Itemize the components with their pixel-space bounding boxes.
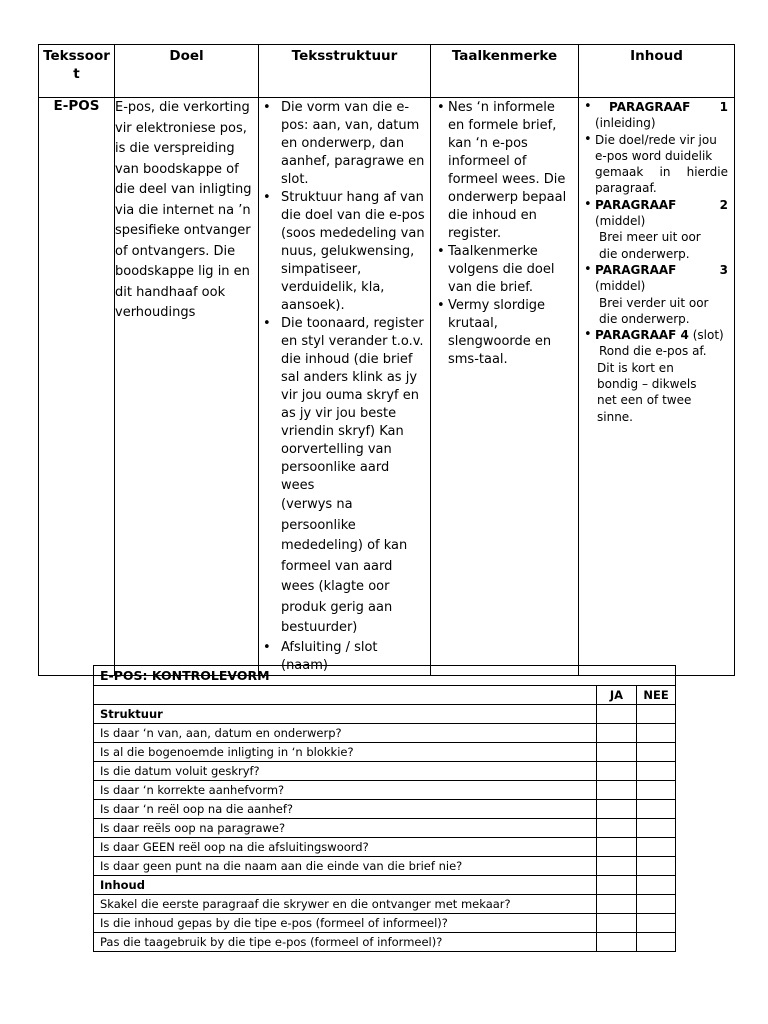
inhoud-cell xyxy=(579,98,735,676)
nee-cell[interactable] xyxy=(637,724,676,743)
kontrolevorm-header-row xyxy=(94,686,676,705)
nee-cell[interactable] xyxy=(637,705,676,724)
paragraaf-1-text: paragraaf. xyxy=(595,181,657,196)
header-taalkenmerke: Taalkenmerke xyxy=(431,45,579,98)
list-item: • Vermy slordige krutaal, slengwoorde en sms-taal. xyxy=(448,297,574,369)
section-row-struktuur xyxy=(94,705,676,724)
taalkenmerke-cell xyxy=(431,98,579,676)
check-question: Is daar ‘n van, aan, datum en onderwerp? xyxy=(94,724,597,743)
table-row xyxy=(94,914,676,933)
paragraaf-4: • PARAGRAAF 4 (slot) xyxy=(595,327,728,343)
paragraaf-1-bullet: • Die doel/rede vir jou xyxy=(595,132,728,148)
check-question: Is daar reëls oop na paragrawe? xyxy=(94,819,597,838)
nee-cell[interactable] xyxy=(637,895,676,914)
nee-cell[interactable] xyxy=(637,743,676,762)
section-label: Inhoud xyxy=(94,876,597,895)
ja-cell[interactable] xyxy=(597,933,637,952)
header-teksstruktuur: Teksstruktuur xyxy=(259,45,431,98)
ja-cell[interactable] xyxy=(597,838,637,857)
teksstruktuur-cell xyxy=(259,98,431,676)
paragraaf-4-text: sinne. xyxy=(597,409,633,424)
paragraaf-1-text: gemaak in hierdie xyxy=(595,165,728,180)
check-question: Is daar ‘n reël oop na die aanhef? xyxy=(94,800,597,819)
nee-cell[interactable] xyxy=(637,838,676,857)
paragraaf-3-text: die onderwerp. xyxy=(599,311,690,326)
paragraaf-2-sub: (middel) xyxy=(595,214,646,229)
list-item: • Afsluiting / slot (naam) xyxy=(281,639,426,675)
list-item: • Die toonaard, register en styl verander t.o.v. die inhoud (die brief sal anders klink as jy vir jou ouma skryf en as jy vir jou beste vriendin skryf) Kan oorvertelling van persoonlike aard wees (verwys na persoonlike mededeling) of kan formeel van aard wees (klagte oor produk gerig aan bestuurder) xyxy=(281,315,426,639)
table-row xyxy=(94,743,676,762)
kontrolevorm-title-row xyxy=(94,666,676,686)
table-row xyxy=(94,895,676,914)
nee-header: NEE xyxy=(637,686,676,705)
nee-cell[interactable] xyxy=(637,819,676,838)
list-item: • Struktuur hang af van die doel van die e-pos (soos mededeling van nuus, gelukwensing, simpatiseer, verduidelik, kla, aansoek). xyxy=(281,189,426,315)
nee-cell[interactable] xyxy=(637,800,676,819)
paragraaf-3-text: Brei verder uit oor xyxy=(599,295,709,310)
header-tekssoort: Tekssoor t xyxy=(39,45,115,98)
paragraaf-3-sub: (middel) xyxy=(595,279,646,294)
e-pos-overview-table xyxy=(38,44,735,676)
table-row xyxy=(94,724,676,743)
check-question: Is daar ‘n korrekte aanhefvorm? xyxy=(94,781,597,800)
table-row xyxy=(94,819,676,838)
section-label: Struktuur xyxy=(94,705,597,724)
ja-cell[interactable] xyxy=(597,876,637,895)
check-question: Is daar geen punt na die naam aan die einde van die brief nie? xyxy=(94,857,597,876)
paragraaf-1: • PARAGRAAF 1 xyxy=(595,99,728,115)
taalkenmerke-list xyxy=(431,98,578,369)
list-item: • Taalkenmerke volgens die doel van die brief. xyxy=(448,243,574,297)
nee-cell[interactable] xyxy=(637,781,676,800)
paragraaf-4-text: Dit is kort en xyxy=(597,360,674,375)
nee-cell[interactable] xyxy=(637,762,676,781)
tekssoort-cell: E-POS xyxy=(39,98,115,676)
nee-cell[interactable] xyxy=(637,933,676,952)
ja-cell[interactable] xyxy=(597,857,637,876)
empty-cell xyxy=(94,686,597,705)
teksstruktuur-list xyxy=(259,98,430,675)
check-question: Is die datum voluit geskryf? xyxy=(94,762,597,781)
nee-cell[interactable] xyxy=(637,857,676,876)
ja-cell[interactable] xyxy=(597,743,637,762)
kontrolevorm-table xyxy=(93,665,676,952)
nee-cell[interactable] xyxy=(637,914,676,933)
paragraaf-4-text: bondig – dikwels xyxy=(597,377,697,392)
paragraaf-1-sub: (inleiding) xyxy=(595,116,656,131)
check-question: Skakel die eerste paragraaf die skrywer en die ontvanger met mekaar? xyxy=(94,895,597,914)
header-row xyxy=(39,45,735,98)
table-row xyxy=(94,762,676,781)
paragraaf-4-text: net een of twee xyxy=(597,393,692,408)
check-question: Pas die taagebruik by die tipe e-pos (formeel of informeel)? xyxy=(94,933,597,952)
inhoud-content xyxy=(579,98,734,425)
ja-cell[interactable] xyxy=(597,724,637,743)
doel-cell: E-pos, die verkorting vir elektroniese pos, is die verspreiding van boodskappe of die deel van inligting via die internet na ’n spesifieke ontvanger of ontvangers. Die boodskappe lig in en dit handhaaf ook verhoudings xyxy=(115,98,259,676)
ja-cell[interactable] xyxy=(597,819,637,838)
list-item: • Nes ‘n informele en formele brief, kan ‘n e-pos informeel of formeel wees. Die onderwerp bepaal die inhoud en register. xyxy=(448,99,574,243)
paragraaf-3: • PARAGRAAF 3 xyxy=(595,262,728,278)
check-question: Is al die bogenoemde inligting in ‘n blokkie? xyxy=(94,743,597,762)
ja-cell[interactable] xyxy=(597,800,637,819)
ja-cell[interactable] xyxy=(597,895,637,914)
ja-cell[interactable] xyxy=(597,781,637,800)
table-row xyxy=(94,800,676,819)
paragraaf-1-text: e-pos word duidelik xyxy=(595,148,713,163)
ja-cell[interactable] xyxy=(597,762,637,781)
table-row xyxy=(94,838,676,857)
paragraaf-4-text: Rond die e-pos af. xyxy=(599,344,707,359)
check-question: Is die inhoud gepas by die tipe e-pos (formeel of informeel)? xyxy=(94,914,597,933)
check-question: Is daar GEEN reël oop na die afsluitingswoord? xyxy=(94,838,597,857)
paragraaf-2-text: Brei meer uit oor xyxy=(599,230,701,245)
section-row-inhoud xyxy=(94,876,676,895)
table-row xyxy=(94,857,676,876)
ja-cell[interactable] xyxy=(597,914,637,933)
paragraaf-2-text: die onderwerp. xyxy=(599,246,690,261)
e-pos-row xyxy=(39,98,735,676)
ja-cell[interactable] xyxy=(597,705,637,724)
list-item: • Die vorm van die e-pos: aan, van, datum en onderwerp, dan aanhef, paragrawe en slot. xyxy=(281,99,426,189)
nee-cell[interactable] xyxy=(637,876,676,895)
table-row xyxy=(94,933,676,952)
ja-header: JA xyxy=(597,686,637,705)
kontrolevorm-title: E-POS: KONTROLEVORM xyxy=(94,666,676,686)
table-row xyxy=(94,781,676,800)
header-inhoud: Inhoud xyxy=(579,45,735,98)
paragraaf-2: • PARAGRAAF 2 xyxy=(595,197,728,213)
header-doel: Doel xyxy=(115,45,259,98)
